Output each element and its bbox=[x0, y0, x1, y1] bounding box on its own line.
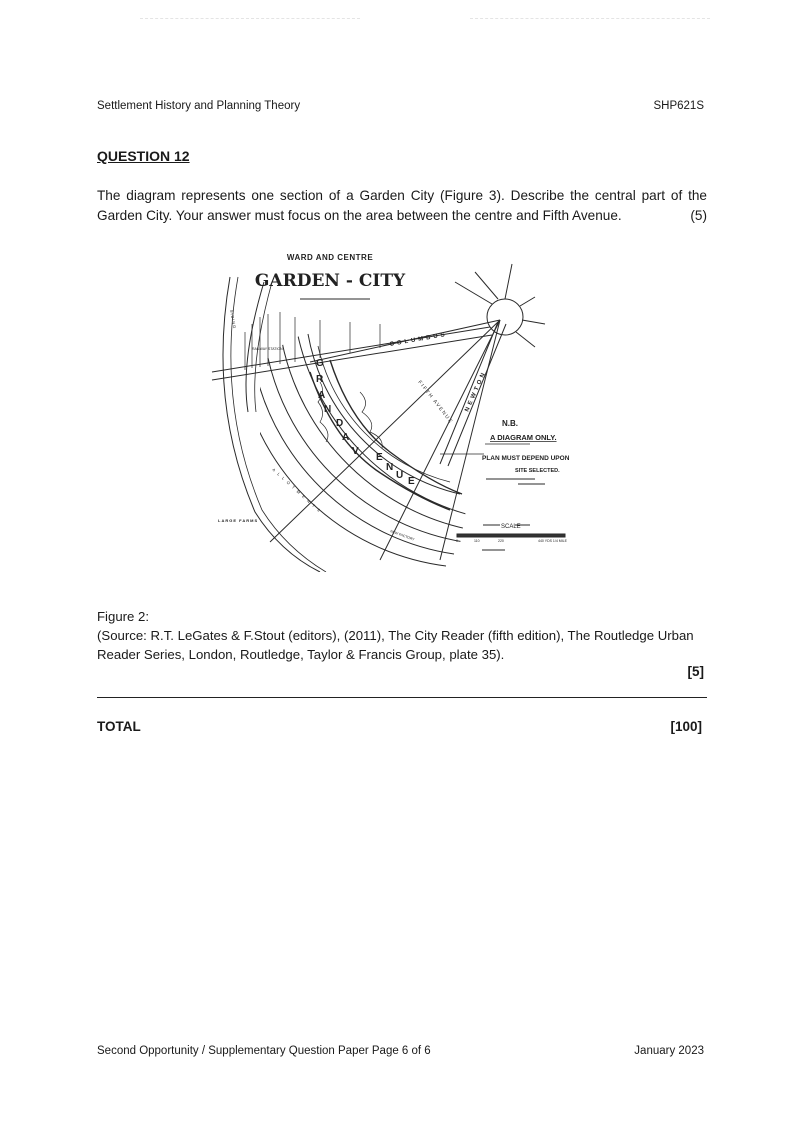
question-title: QUESTION 12 bbox=[97, 148, 190, 164]
question-marks: (5) bbox=[690, 208, 707, 223]
label-siding: SIDING bbox=[229, 309, 238, 330]
avenue-letter: A bbox=[342, 432, 350, 443]
scale-tick: 440 YDS 1/4 MILE bbox=[538, 539, 567, 543]
figure-label: Figure 2: bbox=[97, 609, 150, 624]
avenue-letter: U bbox=[396, 470, 404, 481]
scale-tick: 110 bbox=[474, 539, 480, 543]
label-allotments: ALLOTMENTS bbox=[271, 467, 325, 516]
footer-left: Second Opportunity / Supplementary Question Paper Page 6 of 6 bbox=[97, 1045, 431, 1057]
figure-source: (Source: R.T. LeGates & F.Stout (editors), (2011), The City Reader (fifth edition), The Routledge Urban Reader Series, London, Routledge, Taylor & Francis Group, plate 35). bbox=[97, 628, 694, 662]
road-label-newton: NEWTON bbox=[464, 369, 488, 413]
figure-caption bbox=[97, 607, 707, 664]
section-marks: [5] bbox=[687, 664, 704, 679]
label-new-factory: NEW FACTORY bbox=[389, 529, 416, 542]
avenue-letter: G bbox=[316, 358, 324, 369]
course-code: SHP621S bbox=[653, 100, 704, 112]
course-title: Settlement History and Planning Theory bbox=[97, 100, 301, 112]
avenue-letter: E bbox=[376, 452, 383, 463]
note-nb: N.B. bbox=[502, 419, 518, 428]
note-line2: PLAN MUST DEPEND UPON bbox=[482, 455, 570, 462]
diagram-heading-large: GARDEN - CITY bbox=[254, 271, 406, 291]
road-label-fifth-avenue: FIFTH AVENUE bbox=[416, 379, 455, 426]
scan-artifact bbox=[140, 18, 360, 19]
total-label: TOTAL bbox=[97, 719, 141, 734]
total-value: [100] bbox=[670, 719, 702, 734]
diagram-heading-small: WARD AND CENTRE bbox=[286, 253, 374, 262]
note-line1: A DIAGRAM ONLY. bbox=[490, 433, 557, 442]
label-large-farms: LARGE FARMS bbox=[218, 518, 259, 523]
avenue-letter: V bbox=[352, 446, 359, 457]
road-label-columbus: COLUMBUS bbox=[389, 331, 449, 348]
label-station: RAILWAY STATION bbox=[252, 347, 283, 351]
question-text bbox=[97, 186, 707, 226]
avenue-letter: A bbox=[318, 390, 326, 401]
diagram-svg bbox=[200, 242, 600, 572]
avenue-letter: D bbox=[336, 418, 344, 429]
scale-tick: 0 bbox=[456, 539, 458, 543]
note-line3: SITE SELECTED. bbox=[515, 468, 560, 474]
question-body: The diagram represents one section of a Garden City (Figure 3). Describe the central part of the Garden City. Your answer must focus on the area between the centre and Fifth Avenue. bbox=[97, 188, 707, 223]
avenue-letter: R bbox=[316, 374, 324, 385]
scale-tick: 220 bbox=[498, 539, 504, 543]
footer-right: January 2023 bbox=[634, 1045, 704, 1057]
scale-label: SCALE bbox=[501, 524, 521, 530]
divider bbox=[97, 697, 707, 698]
avenue-letter: N bbox=[386, 462, 394, 473]
garden-city-diagram bbox=[200, 242, 600, 572]
avenue-letter: E bbox=[408, 476, 415, 487]
avenue-letter: N bbox=[324, 404, 332, 415]
scan-artifact bbox=[470, 18, 710, 19]
